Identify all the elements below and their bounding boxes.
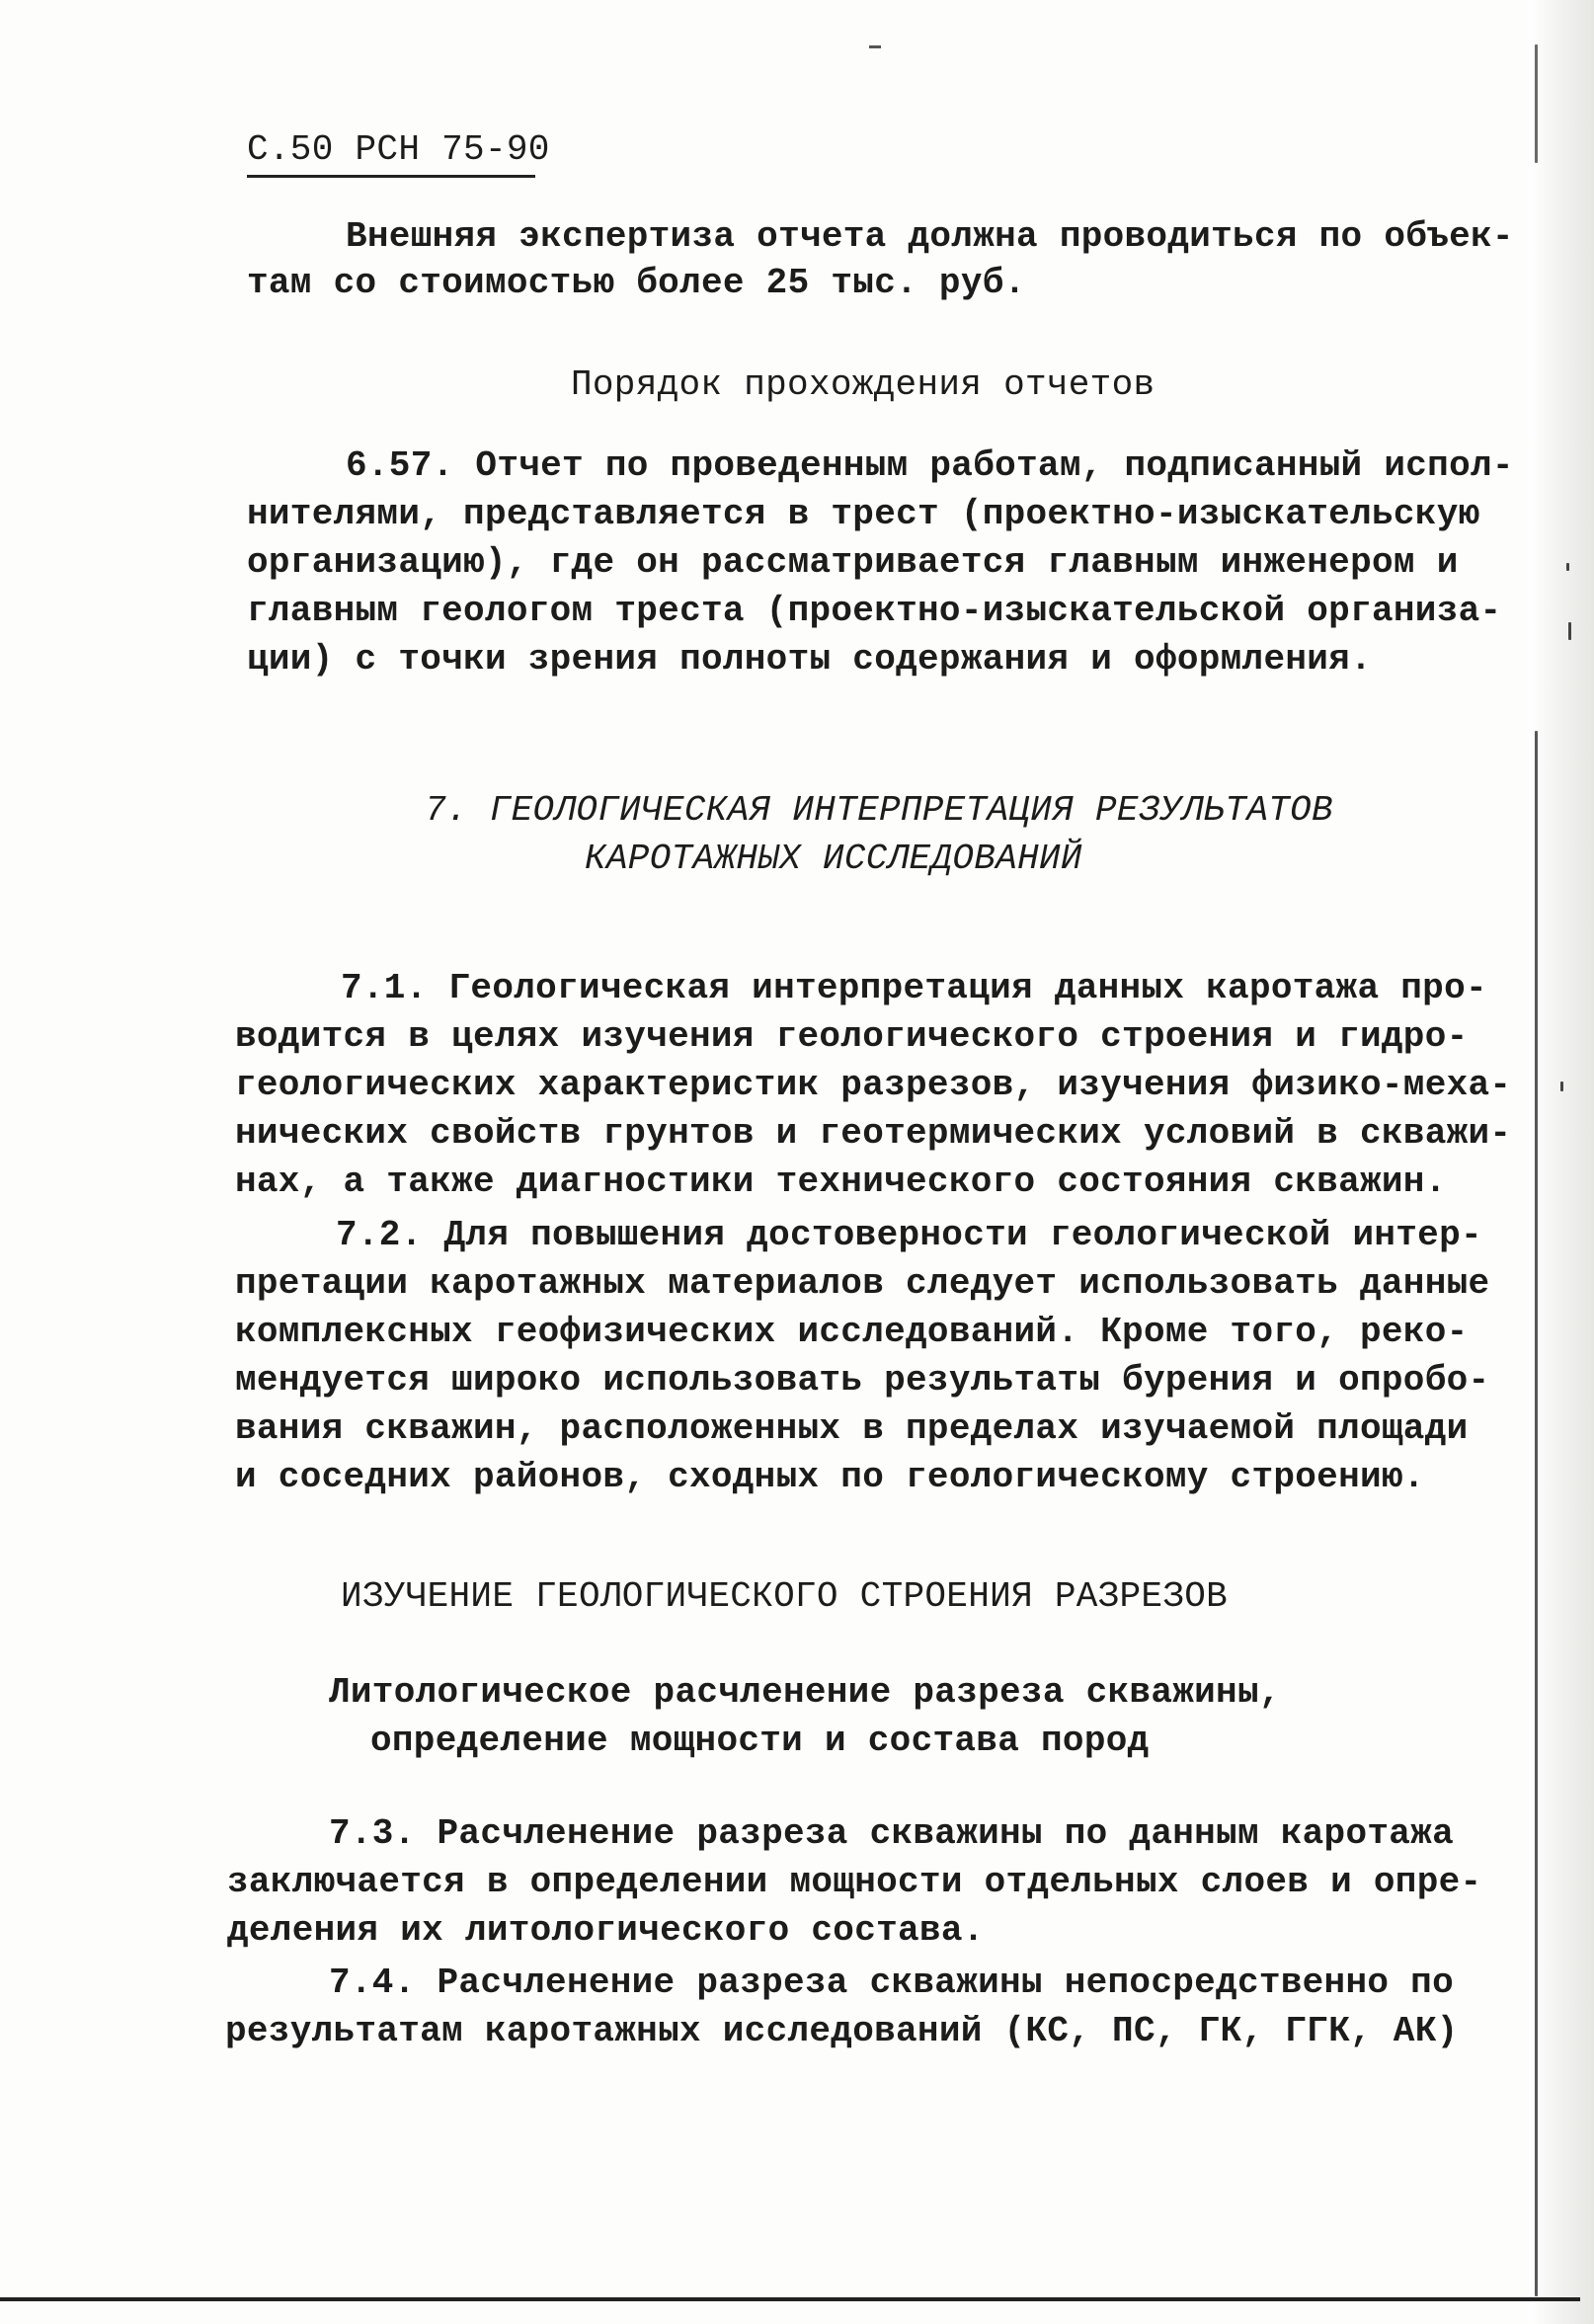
p71-line-2: водится в целях изучения геологического строения и гидро- (235, 1016, 1469, 1057)
p74-line-2: результатам каротажных исследований (КС, ПС, ГК, ГГК, АК) (225, 2011, 1459, 2051)
subheading-reports: Порядок прохождения отчетов (571, 364, 1156, 405)
p72-line-6: и соседних районов, сходных по геологическому строению. (235, 1457, 1425, 1497)
subsection-title: ИЗУЧЕНИЕ ГЕОЛОГИЧЕСКОГО СТРОЕНИЯ РАЗРЕЗОВ (341, 1576, 1229, 1617)
page-header: С.50 РСН 75-90 (247, 129, 550, 170)
p71-line-1: 7.1. Геологическая интерпретация данных каротажа про- (341, 968, 1487, 1008)
sub-subsection-line-2: определение мощности и состава пород (370, 1721, 1150, 1761)
scan-edge-line-main (1535, 731, 1538, 2296)
header-underline (247, 175, 535, 178)
p657-line-2: нителями, представляется в трест (проектно-изыскательскую (247, 494, 1480, 534)
p71-line-3: геологических характеристик разрезов, изучения физико-меха- (235, 1065, 1512, 1105)
scan-speck (1568, 622, 1571, 640)
sub-subsection-line-1: Литологическое расчленение разреза скважины, (329, 1672, 1281, 1713)
scan-edge-line-top (1535, 44, 1538, 163)
p72-line-3: комплексных геофизических исследований. Кроме того, реко- (235, 1312, 1469, 1352)
p71-line-4: нических свойств грунтов и геотермических условий в скважи- (235, 1113, 1512, 1154)
p657-line-5: ции) с точки зрения полноты содержания и оформления. (247, 639, 1372, 680)
p72-line-1: 7.2. Для повышения достоверности геологической интер- (336, 1215, 1482, 1255)
p73-line-3: деления их литологического состава. (227, 1910, 985, 1951)
section7-title-line-2: КАРОТАЖНЫХ ИССЛЕДОВАНИЙ (585, 839, 1082, 879)
scan-edge (1529, 0, 1594, 2324)
scan-mark (869, 45, 881, 48)
p73-line-1: 7.3. Расчленение разреза скважины по данным каротажа (329, 1813, 1454, 1854)
scan-speck (1560, 1082, 1563, 1091)
scan-speck (1566, 563, 1569, 571)
p74-line-1: 7.4. Расчленение разреза скважины непосредственно по (329, 1963, 1454, 2003)
intro-line-1: Внешняя экспертиза отчета должна проводиться по объек- (346, 216, 1514, 257)
p72-line-2: претации каротажных материалов следует использовать данные (235, 1263, 1490, 1304)
scan-bottom-edge (0, 2297, 1580, 2301)
p657-line-1: 6.57. Отчет по проведенным работам, подписанный испол- (346, 445, 1514, 486)
section7-title-line-1: 7. ГЕОЛОГИЧЕСКАЯ ИНТЕРПРЕТАЦИЯ РЕЗУЛЬТАТОВ (425, 790, 1333, 831)
p73-line-2: заключается в определении мощности отдельных слоев и опре- (227, 1862, 1482, 1902)
p72-line-4: мендуется широко использовать результаты бурения и опробо- (235, 1360, 1490, 1401)
intro-line-2: там со стоимостью более 25 тыс. руб. (247, 263, 1026, 303)
p657-line-4: главным геологом треста (проектно-изыскательской организа- (247, 591, 1502, 631)
p72-line-5: вания скважин, расположенных в пределах изучаемой площади (235, 1408, 1469, 1449)
p71-line-5: нах, а также диагностики технического состояния скважин. (235, 1162, 1447, 1202)
p657-line-3: организацию), где он рассматривается главным инженером и (247, 542, 1459, 583)
